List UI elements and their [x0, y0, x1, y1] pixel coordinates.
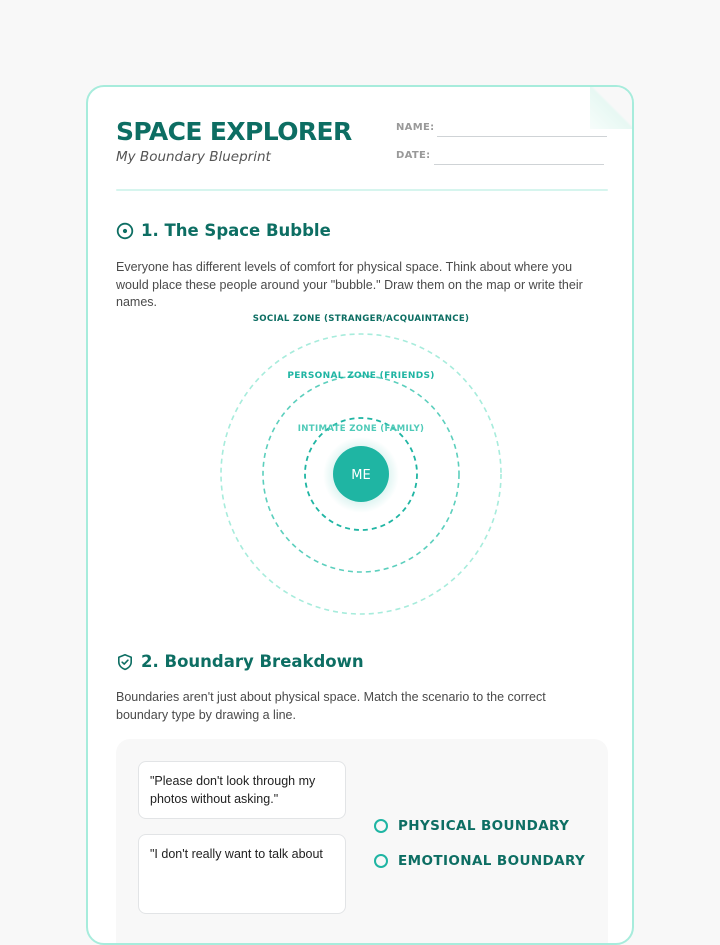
name-field[interactable]	[437, 136, 607, 137]
intimate-zone-label: INTIMATE ZONE (FAMILY)	[297, 424, 425, 434]
section-space-bubble-title	[116, 221, 331, 240]
connector-dot[interactable]	[374, 819, 388, 833]
section-boundary-breakdown-label: 2. Boundary Breakdown	[141, 652, 364, 671]
boundary-type-physical[interactable]	[374, 818, 569, 834]
worksheet-title: SPACE EXPLORER	[116, 117, 352, 146]
worksheet-subtitle: My Boundary Blueprint	[116, 149, 271, 165]
space-bubble-diagram	[88, 307, 634, 617]
name-label: NAME:	[396, 122, 435, 133]
connector-dot[interactable]	[374, 854, 388, 868]
header-divider	[116, 189, 608, 191]
worksheet-page	[86, 85, 634, 945]
date-label: DATE:	[396, 150, 431, 161]
boundary-type-emotional-label: EMOTIONAL BOUNDARY	[398, 853, 586, 869]
me-label: ME	[351, 468, 371, 483]
scenario-card[interactable]: "Please don't look through my photos without asking."	[138, 761, 346, 819]
boundary-breakdown-description: Boundaries aren't just about physical space. Match the scenario to the correct boundary type by drawing a line.	[116, 690, 546, 722]
target-icon	[116, 222, 134, 240]
boundary-type-emotional[interactable]	[374, 853, 585, 869]
section-space-bubble-label: 1. The Space Bubble	[141, 221, 331, 240]
shield-check-icon	[116, 653, 134, 671]
boundary-type-physical-label: PHYSICAL BOUNDARY	[398, 818, 570, 834]
space-bubble-description: Everyone has different levels of comfort for physical space. Think about where you would place these people around your "bubble." Draw them on the map or write their names.	[116, 260, 583, 309]
matching-panel	[116, 739, 608, 945]
social-zone-label: SOCIAL ZONE (STRANGER/ACQUAINTANCE)	[252, 314, 470, 324]
personal-zone-label: PERSONAL ZONE (FRIENDS)	[287, 371, 435, 381]
section-boundary-breakdown-title	[116, 652, 364, 671]
date-field[interactable]	[434, 164, 604, 165]
scenario-card[interactable]: "I don't really want to talk about	[138, 834, 346, 914]
page-fold-corner	[590, 85, 634, 129]
